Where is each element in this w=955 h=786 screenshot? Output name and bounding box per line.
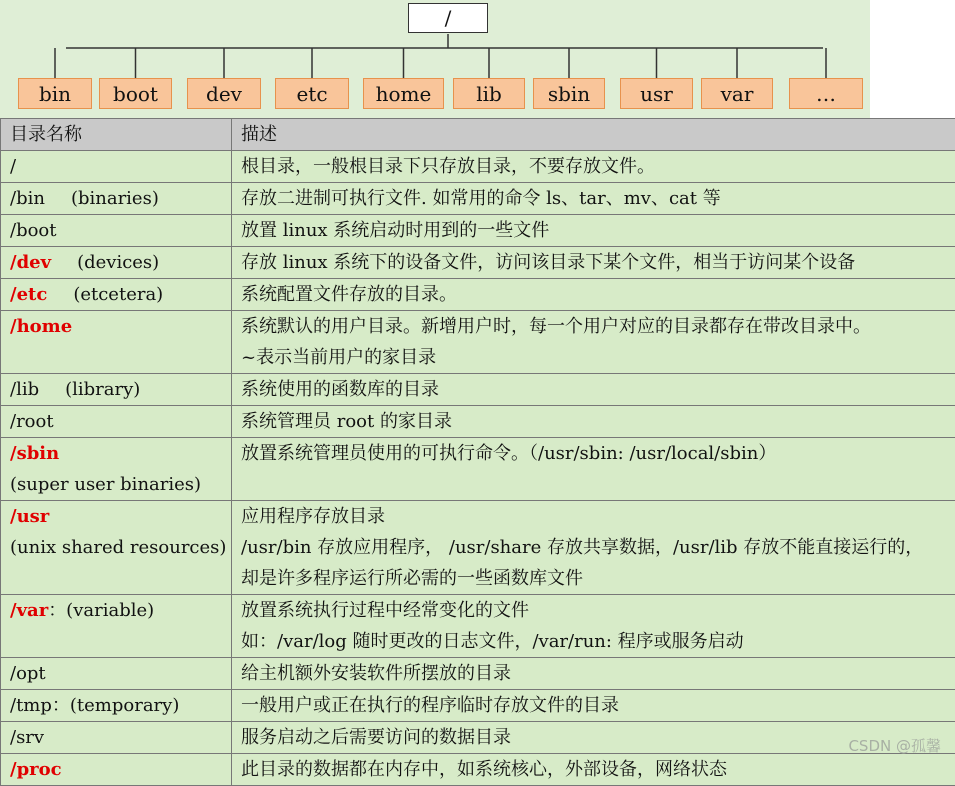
dir-path: /var [10,600,48,621]
tree-node-boot: boot [99,78,172,109]
table-row [1,438,955,501]
dir-path: /lib [10,379,39,400]
table-row [1,151,955,183]
dir-name-cell [1,279,232,311]
dir-description-cell [232,311,955,374]
description-line: 系统配置文件存放的目录。 [241,279,955,310]
dir-name-cell [1,595,232,658]
dir-note: ：(temporary) [52,695,179,716]
dir-description-cell [232,279,955,311]
table-row [1,247,955,279]
dir-description-cell [232,438,955,501]
description-line: 存放 linux 系统下的设备文件，访问该目录下某个文件，相当于访问某个设备 [241,247,955,278]
dir-path: /srv [10,727,44,748]
dir-name-cell [1,215,232,247]
dir-description-cell [232,406,955,438]
tree-root-node: / [408,3,488,33]
dir-note: (library) [65,379,140,400]
dir-description-cell [232,501,955,595]
table-row [1,690,955,722]
description-line: ~表示当前用户的家目录 [241,342,955,373]
dir-note: ：(variable) [48,600,154,621]
tree-node-sbin: sbin [533,78,605,109]
dir-path: /home [10,316,72,337]
description-line: 系统使用的函数库的目录 [241,374,955,405]
dir-note: (unix shared resources) [10,537,226,558]
description-line: 服务启动之后需要访问的数据目录 [241,722,955,753]
dir-name-cell [1,438,232,501]
table-row [1,722,955,754]
table-row [1,279,955,311]
tree-node-lib: lib [453,78,525,109]
dir-name-cell [1,311,232,374]
tree-node-dev: dev [187,78,261,109]
dir-note: (super user binaries) [10,474,201,495]
dir-name-cell [1,406,232,438]
table-row [1,595,955,658]
dir-path: /usr [10,506,49,527]
table-row [1,501,955,595]
table-header-row [1,119,955,151]
table-row [1,215,955,247]
table-row [1,754,955,786]
dir-note: (binaries) [71,188,159,209]
dir-path: /dev [10,252,51,273]
table-row [1,183,955,215]
description-line: 放置系统管理员使用的可执行命令。（/usr/sbin: /usr/local/sbin） [241,438,955,469]
description-line: 如：/var/log 随时更改的日志文件，/var/run: 程序或服务启动 [241,626,955,657]
tree-node-bin: bin [18,78,92,109]
description-line: 应用程序存放目录 [241,501,955,532]
dir-path: /sbin [10,443,59,464]
dir-name-cell [1,754,232,786]
dir-path: /bin [10,188,45,209]
dir-note: (etcetera) [73,284,163,305]
table-row [1,374,955,406]
dir-name-cell [1,690,232,722]
dir-description-cell [232,247,955,279]
dir-name-cell [1,501,232,595]
description-line: 放置系统执行过程中经常变化的文件 [241,595,955,626]
dir-description-cell [232,754,955,786]
dir-description-cell [232,595,955,658]
dir-description-cell [232,215,955,247]
dir-name-cell [1,722,232,754]
description-line: 一般用户或正在执行的程序临时存放文件的目录 [241,690,955,721]
dir-path: /root [10,411,54,432]
directory-tree [0,0,870,118]
dir-description-cell [232,722,955,754]
csdn-watermark: CSDN @孤馨 [848,735,941,756]
description-line: 系统管理员 root 的家目录 [241,406,955,437]
description-line: 却是许多程序运行所必需的一些函数库文件 [241,563,955,594]
header-dir-name: 目录名称 [1,119,232,151]
description-line: 系统默认的用户目录。新增用户时，每一个用户对应的目录都存在带改目录中。 [241,311,955,342]
tree-node-etc: etc [275,78,349,109]
dir-path: /proc [10,759,62,780]
header-description: 描述 [232,119,955,151]
description-line: 存放二进制可执行文件. 如常用的命令 ls、tar、mv、cat 等 [241,183,955,214]
table-row [1,658,955,690]
dir-description-cell [232,658,955,690]
dir-name-cell [1,151,232,183]
dir-note: (devices) [77,252,159,273]
description-line: /usr/bin 存放应用程序， /usr/share 存放共享数据，/usr/lib 存放不能直接运行的， [241,532,955,563]
description-line: 放置 linux 系统启动时用到的一些文件 [241,215,955,246]
dir-path: /opt [10,663,46,684]
dir-path: /etc [10,284,47,305]
dir-path: /tmp [10,695,52,716]
dir-name-cell [1,374,232,406]
table-row [1,406,955,438]
directory-table [0,118,955,786]
tree-node-var: var [701,78,773,109]
dir-description-cell [232,183,955,215]
dir-description-cell [232,374,955,406]
description-line: 根目录，一般根目录下只存放目录，不要存放文件。 [241,151,955,182]
dir-path: / [10,156,16,177]
dir-description-cell [232,690,955,722]
dir-description-cell [232,151,955,183]
description-line: 此目录的数据都在内存中，如系统核心，外部设备，网络状态 [241,754,955,785]
table-row [1,311,955,374]
tree-node-home: home [363,78,444,109]
dir-name-cell [1,658,232,690]
dir-path: /boot [10,220,57,241]
tree-node-more: … [789,78,863,109]
dir-name-cell [1,183,232,215]
dir-name-cell [1,247,232,279]
tree-node-usr: usr [620,78,693,109]
description-line: 给主机额外安装软件所摆放的目录 [241,658,955,689]
